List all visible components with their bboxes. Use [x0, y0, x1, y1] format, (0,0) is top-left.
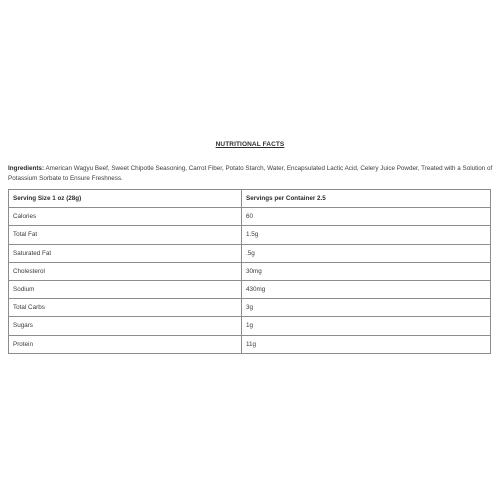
table-row [9, 317, 491, 335]
page-title: NUTRITIONAL FACTS [215, 141, 285, 148]
nutrient-value: 1g [242, 317, 491, 335]
table-row [9, 280, 491, 298]
table-row [9, 244, 491, 262]
nutrient-name: Protein [9, 335, 242, 353]
ingredients-text [8, 164, 494, 184]
table-header-row [9, 190, 491, 208]
nutrient-value: 11g [242, 335, 491, 353]
nutrient-name: Calories [9, 208, 242, 226]
table-row [9, 335, 491, 353]
nutrient-value: 60 [242, 208, 491, 226]
table-row [9, 208, 491, 226]
servings-per-container-cell: Servings per Container 2.5 [242, 190, 491, 208]
table-row [9, 299, 491, 317]
serving-size-cell: Serving Size 1 oz (28g) [9, 190, 242, 208]
table-row [9, 226, 491, 244]
nutrient-value: .5g [242, 244, 491, 262]
nutrient-name: Total Carbs [9, 299, 242, 317]
nutrient-value: 1.5g [242, 226, 491, 244]
nutrition-table [8, 189, 491, 354]
nutrient-name: Total Fat [9, 226, 242, 244]
nutrient-value: 430mg [242, 280, 491, 298]
nutrient-value: 30mg [242, 262, 491, 280]
nutrient-name: Saturated Fat [9, 244, 242, 262]
ingredients-label: Ingredients: [8, 165, 45, 172]
ingredients-list: American Wagyu Beef, Sweet Chipotle Seasoning, Carrot Fiber, Potato Starch, Water, Encapsulated Lactic Acid, Celery Juice Powder, Treated with a Solution of Potassium Sorbate to Ensure Freshness. [8, 165, 493, 182]
nutrient-name: Cholesterol [9, 262, 242, 280]
nutrient-name: Sugars [9, 317, 242, 335]
nutrient-value: 3g [242, 299, 491, 317]
nutrient-name: Sodium [9, 280, 242, 298]
table-row [9, 262, 491, 280]
